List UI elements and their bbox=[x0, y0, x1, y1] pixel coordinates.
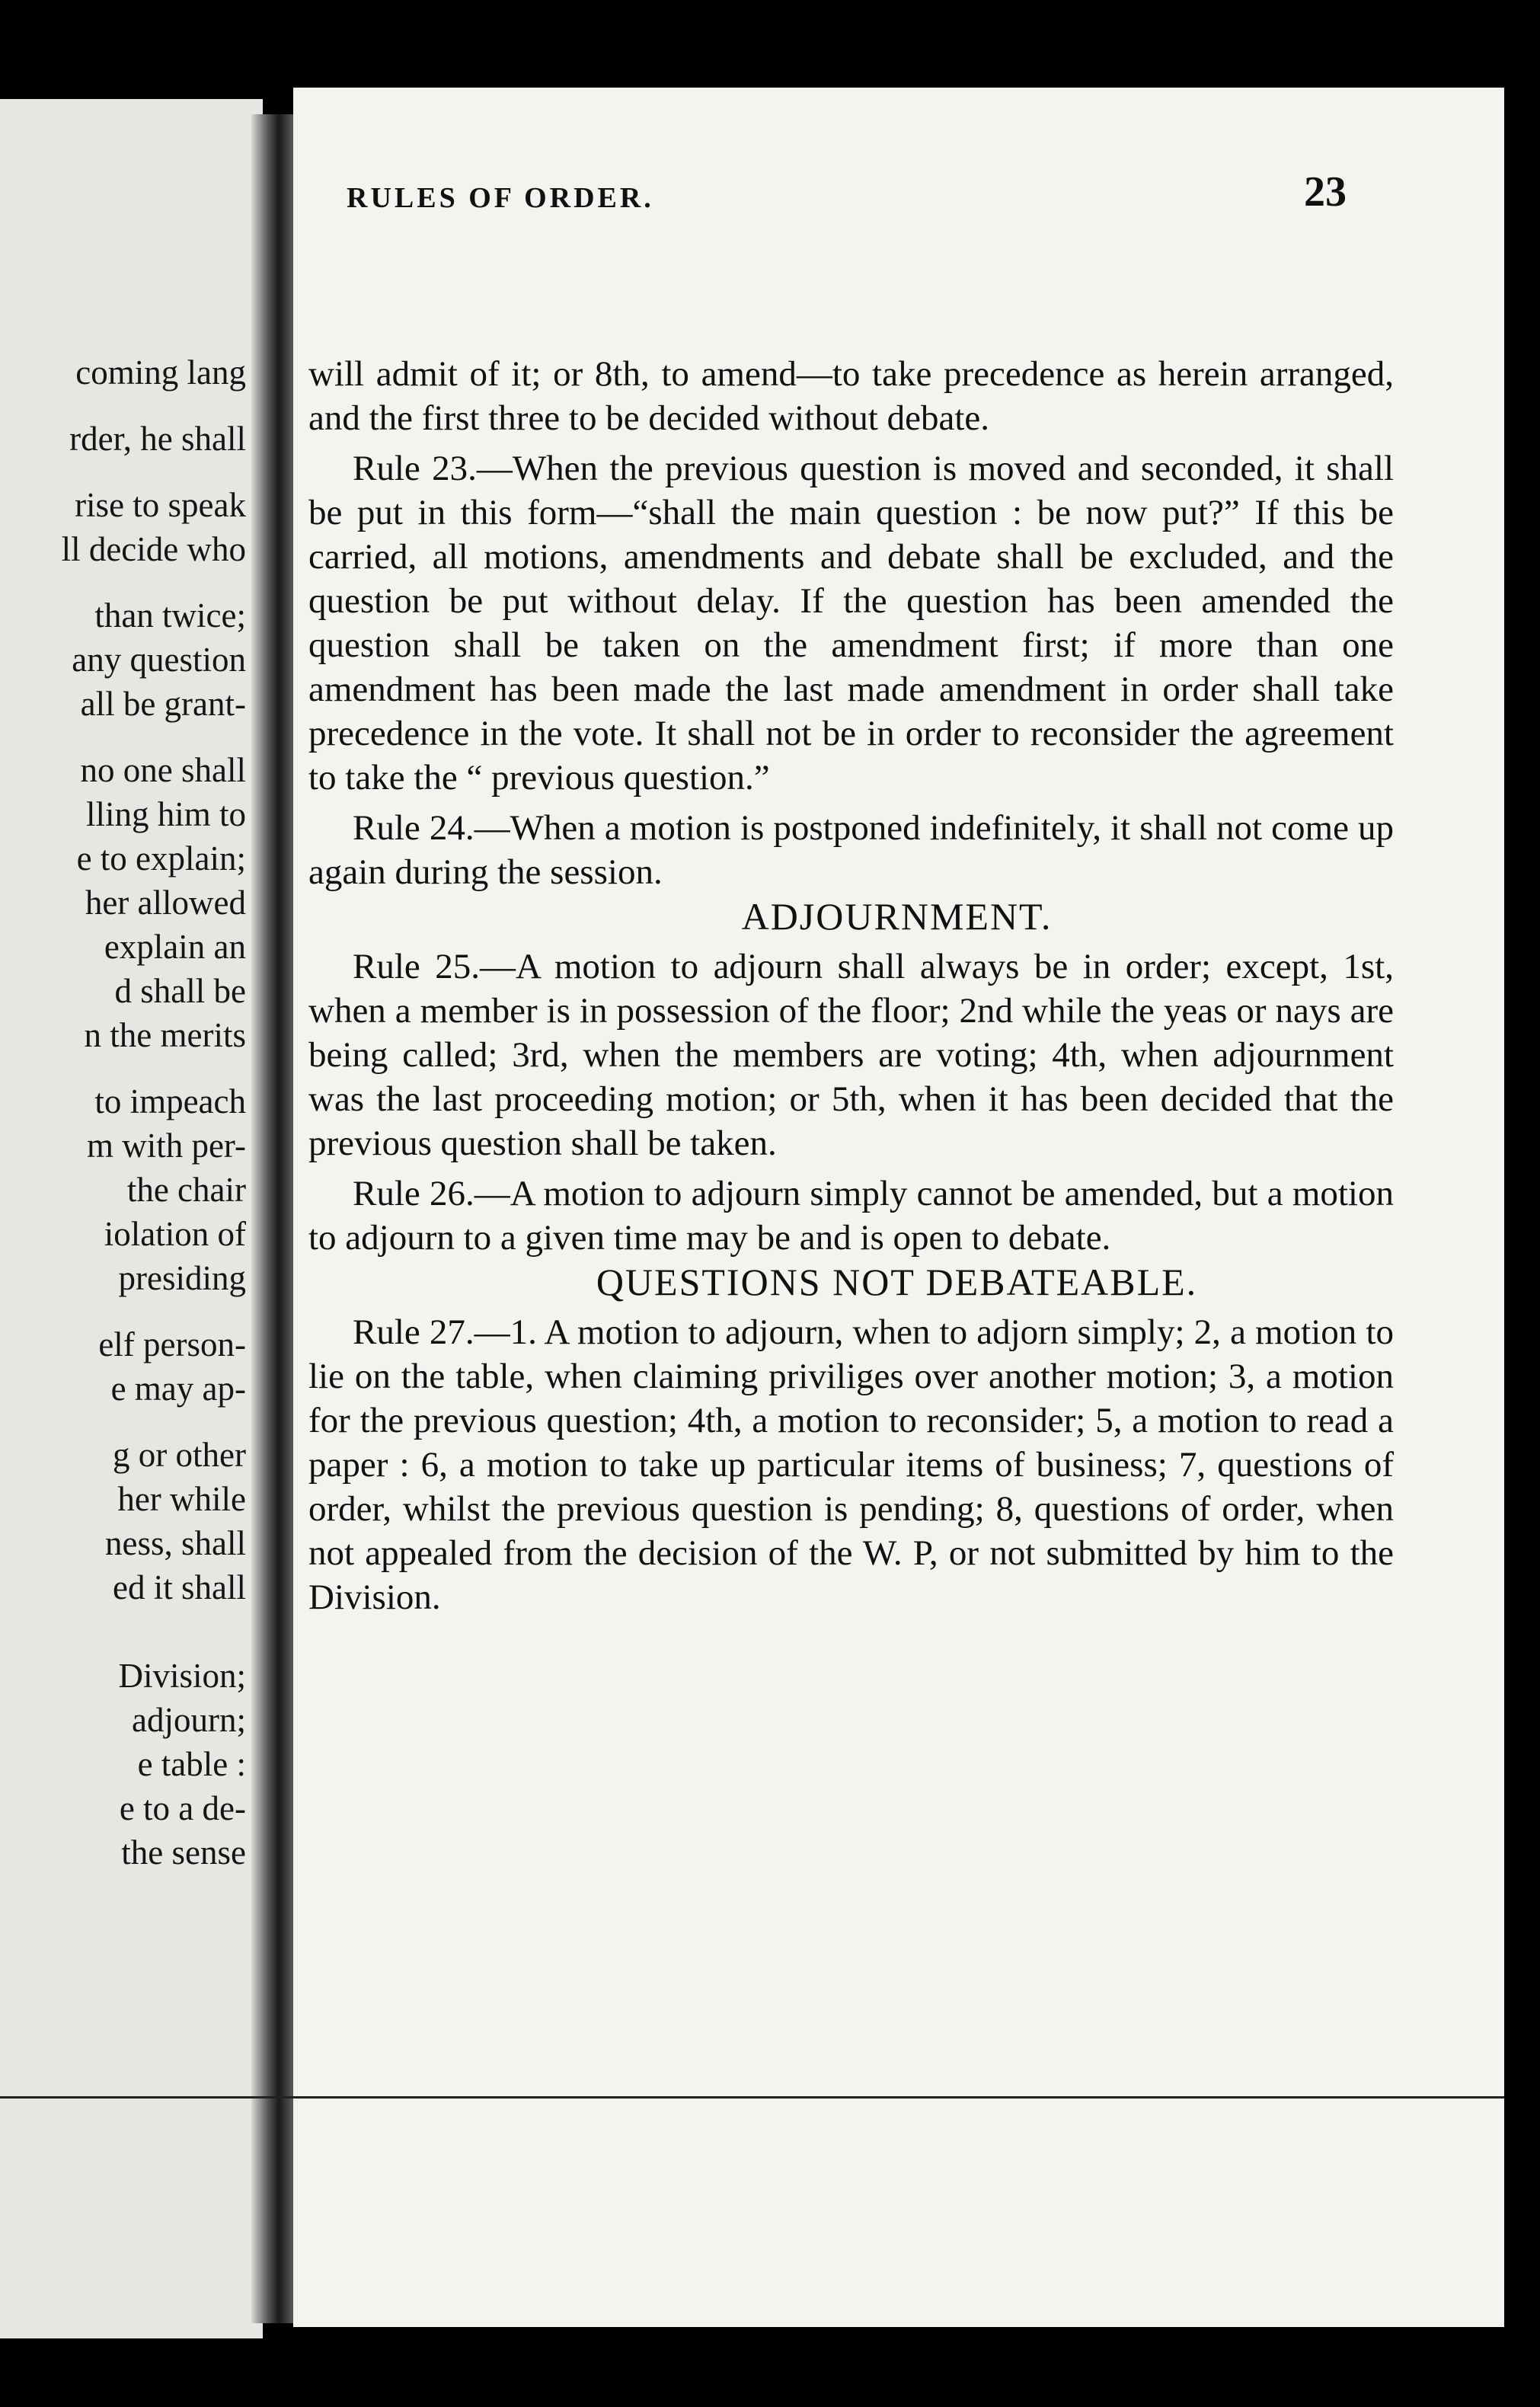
left-line: e table : bbox=[137, 1745, 246, 1783]
left-line-gap bbox=[0, 395, 263, 417]
left-line: e to explain; bbox=[76, 839, 246, 877]
left-line: her while bbox=[117, 1480, 246, 1518]
scan-artifact-line bbox=[0, 2096, 1504, 2099]
rule-27-paragraph: Rule 27.—1. A motion to adjourn, when to adjorn simply; 2, a motion to lie on the table, when claiming priviliges over another motion; 3, a motion for the previous question; 4th, a motion to reconsider; 5, a motion to read a paper : 6, a motion to take up particular items of business; 7, questions of order, whilst the previous question is pending; 8, questions of order, when not appealed from the decision of the W. P, or not submitted by him to the Division. bbox=[308, 1312, 1394, 1617]
left-line: m with per- bbox=[86, 1127, 246, 1165]
left-line: rise to speak bbox=[75, 486, 246, 524]
left-line: adjourn; bbox=[132, 1701, 246, 1739]
left-line: ed it shall bbox=[113, 1568, 246, 1606]
left-line: e may ap- bbox=[110, 1370, 246, 1408]
left-line: her allowed bbox=[85, 884, 246, 922]
left-line: iolation of bbox=[104, 1215, 246, 1253]
book-gutter bbox=[251, 114, 297, 2323]
left-line: n the merits bbox=[84, 1016, 246, 1054]
rule-24-paragraph: Rule 24.—When a motion is postponed indefinitely, it shall not come up again during the session. bbox=[308, 808, 1394, 892]
left-line: lling him to bbox=[85, 795, 246, 833]
left-line-gap bbox=[0, 1057, 263, 1079]
page-number: 23 bbox=[1304, 168, 1347, 216]
left-line-gap bbox=[0, 726, 263, 748]
left-line: e to a de- bbox=[119, 1789, 246, 1827]
left-line: rder, he shall bbox=[69, 420, 246, 458]
left-line-gap bbox=[0, 1609, 263, 1632]
left-line: presiding bbox=[118, 1259, 246, 1297]
left-line: than twice; bbox=[94, 596, 246, 635]
continued-paragraph: will admit of it; or 8th, to amend—to take precedence as herein arranged, and the first three to be decided without debate. bbox=[308, 354, 1394, 438]
left-page-fragment bbox=[0, 99, 263, 2338]
left-line-gap bbox=[0, 461, 263, 483]
left-line: explain an bbox=[104, 928, 246, 966]
left-page-text bbox=[0, 350, 263, 1875]
rule-26-paragraph: Rule 26.—A motion to adjourn simply cannot be amended, but a motion to adjourn to a given time may be and is open to debate. bbox=[308, 1174, 1394, 1258]
left-line: d shall be bbox=[114, 972, 246, 1010]
left-line: the chair bbox=[126, 1171, 246, 1209]
left-line: ll decide who bbox=[61, 530, 246, 568]
rule-23-paragraph: Rule 23.—When the previous question is moved and seconded, it shall be put in this form—“shall the main question : be now put?” If this be carried, all motions, amendments and debate shall be excluded, and the question be put without delay. If the question has been amended the question shall be taken on the amendment first; if more than one amendment has been made the last made amendment in order shall take precedence in the vote. It shall not be in order to reconsider the agreement to take the “ previous question.” bbox=[308, 449, 1394, 798]
running-head: RULES OF ORDER. bbox=[347, 182, 654, 214]
left-line-gap bbox=[0, 1300, 263, 1322]
page-body bbox=[308, 352, 1394, 1619]
left-line: elf person- bbox=[98, 1325, 246, 1363]
rule-25-paragraph: Rule 25.—A motion to adjourn shall always be in order; except, 1st, when a member is in possession of the floor; 2nd while the yeas or nays are being called; 3rd, when the members are voting; 4th, when adjournment was the last proceeding motion; or 5th, when it has been decided that the previous question shall be taken. bbox=[308, 947, 1394, 1163]
left-line-gap bbox=[0, 1411, 263, 1433]
left-line-gap bbox=[0, 571, 263, 593]
section-heading-questions-not-debateable: QUESTIONS NOT DEBATEABLE. bbox=[596, 1261, 1198, 1303]
left-line-gap bbox=[0, 1632, 263, 1654]
left-line: all be grant- bbox=[80, 685, 246, 723]
section-heading-adjournment: ADJOURNMENT. bbox=[741, 895, 1053, 938]
left-line: g or other bbox=[113, 1436, 246, 1474]
left-line: any question bbox=[72, 641, 246, 679]
left-line: Division; bbox=[118, 1657, 246, 1695]
left-line: ness, shall bbox=[105, 1524, 246, 1562]
left-line: to impeach bbox=[94, 1082, 246, 1120]
left-line: the sense bbox=[121, 1833, 246, 1872]
left-line: coming lang bbox=[75, 353, 246, 392]
left-line: no one shall bbox=[80, 751, 246, 789]
